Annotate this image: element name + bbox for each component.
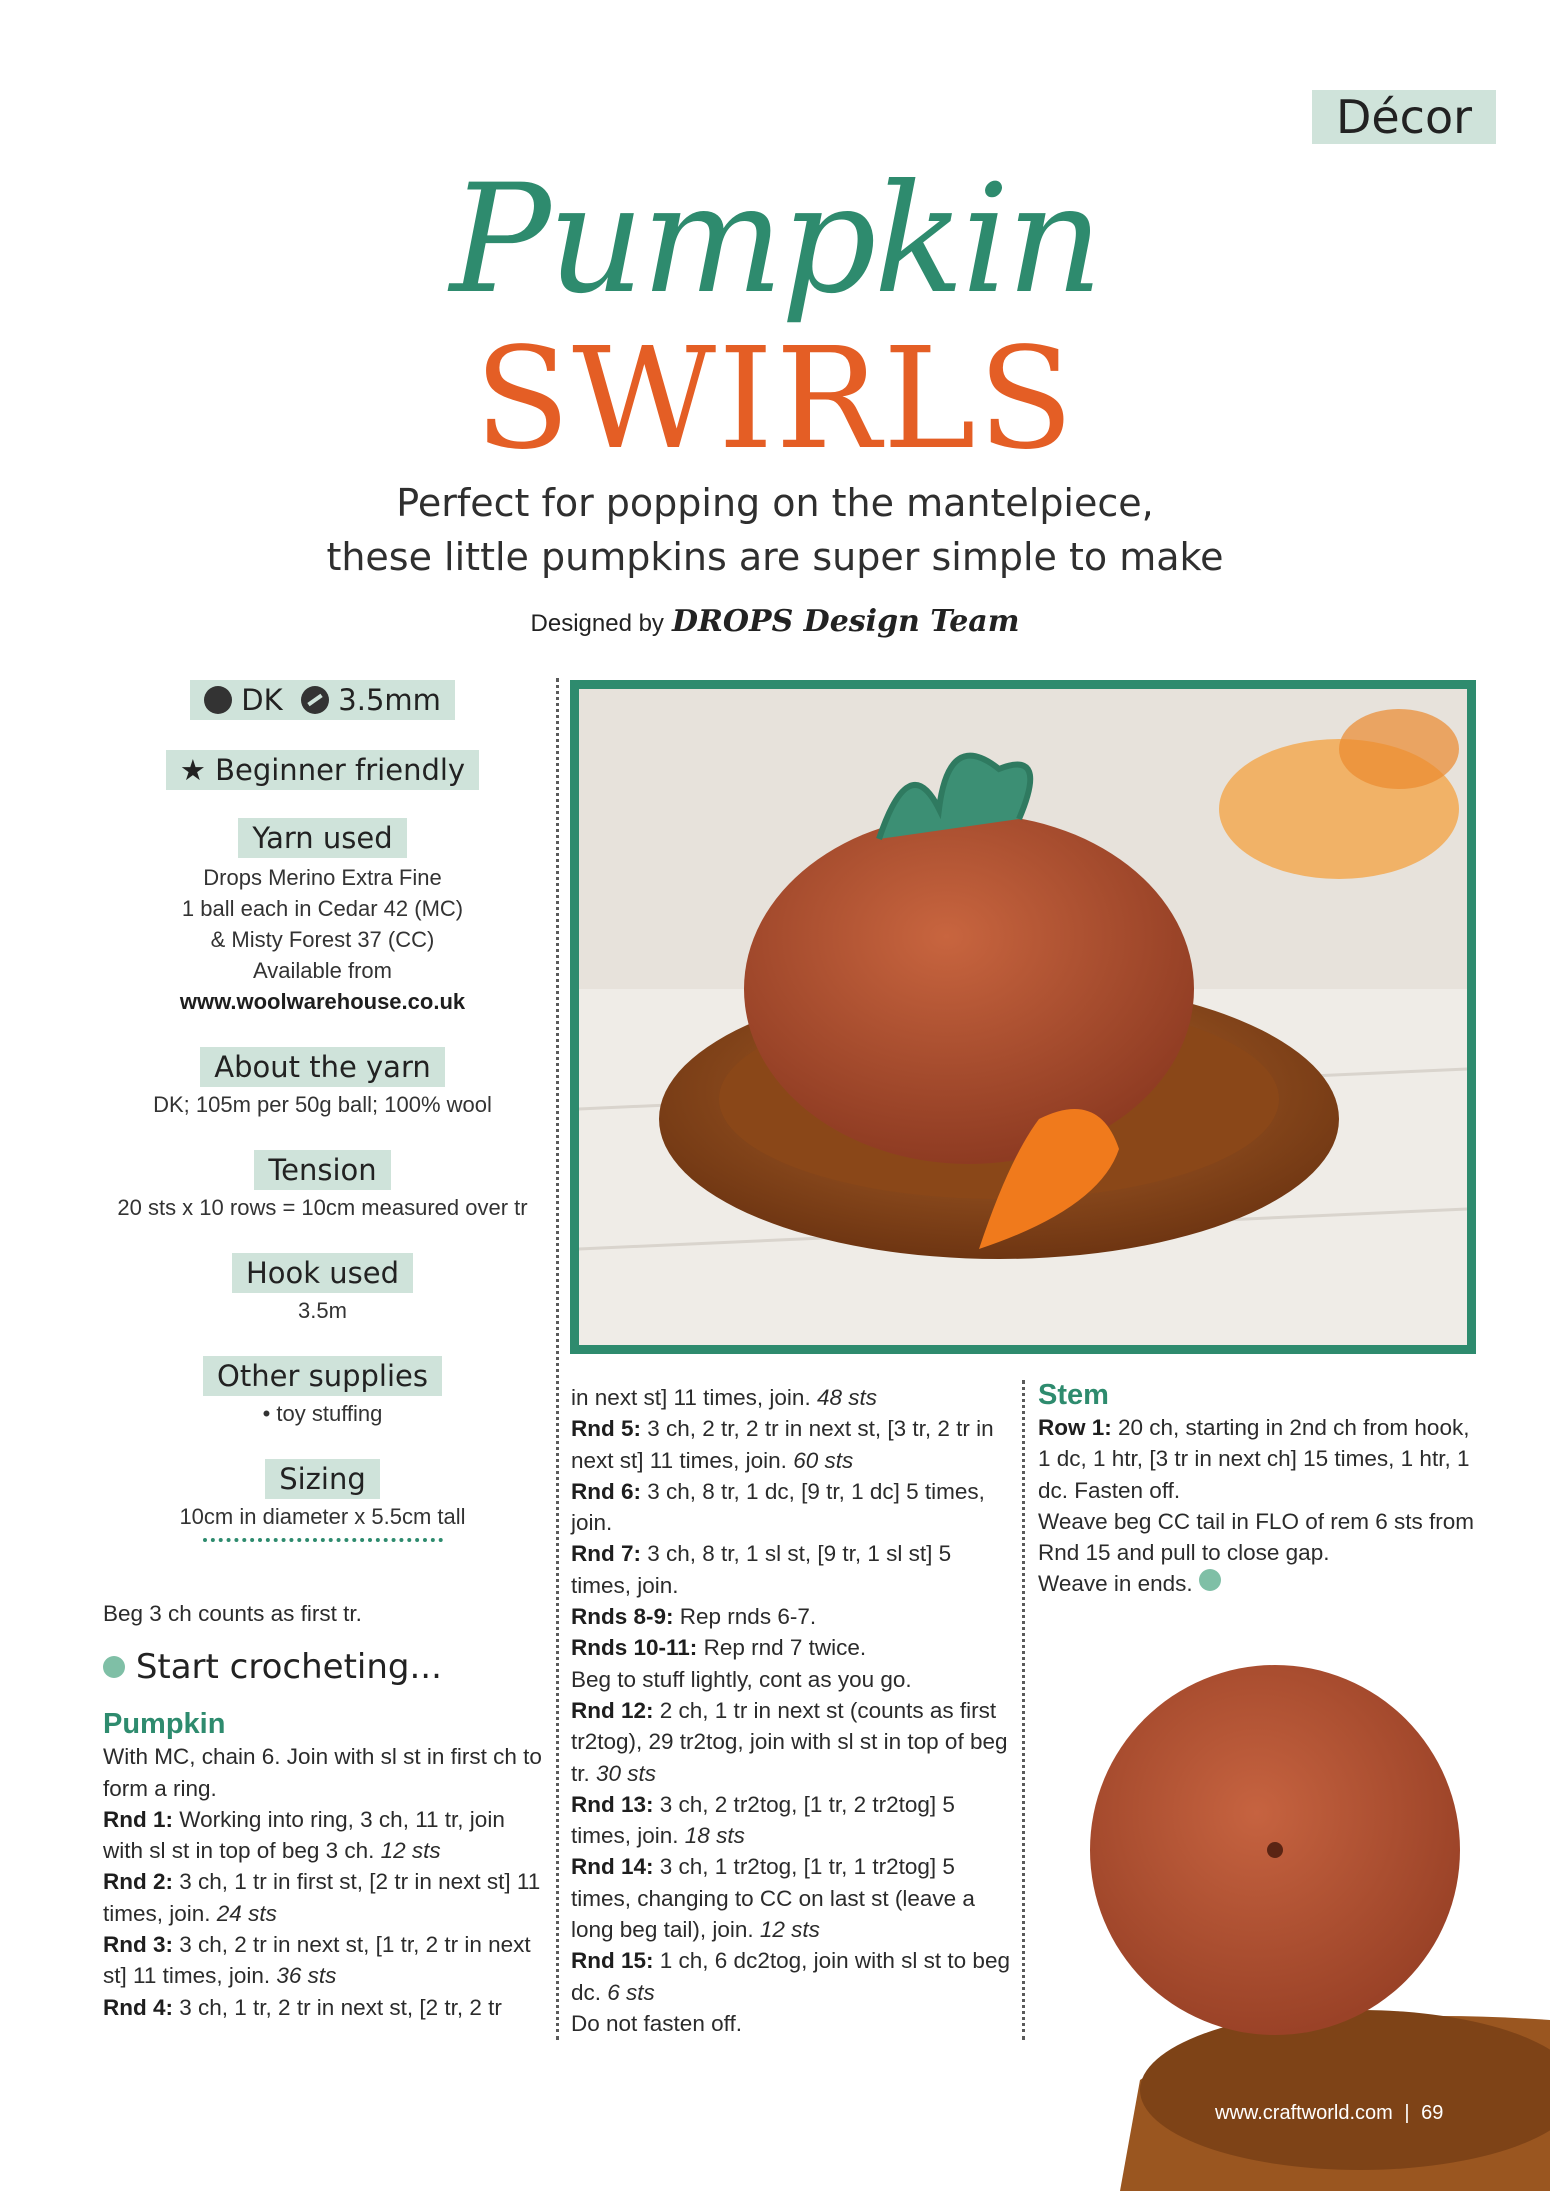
level-badge: ★ Beginner friendly	[166, 750, 479, 790]
other-supplies-text: • toy stuffing	[262, 1401, 383, 1426]
rnd-6: Rnd 6: 3 ch, 8 tr, 1 dc, [9 tr, 1 dc] 5 times, join.	[571, 1478, 985, 1536]
sizing-heading: Sizing	[265, 1459, 380, 1499]
rnd-10-11: Rnds 10-11: Rep rnd 7 twice.	[571, 1635, 867, 1661]
pumpkin-photo	[570, 680, 1476, 1354]
rnd-7: Rnd 7: 3 ch, 8 tr, 1 sl st, [9 tr, 1 sl st] 5 times, join.	[571, 1541, 952, 1598]
rnd-4-cont: in next st] 11 times, join. 48 sts	[571, 1385, 877, 1410]
yarn-ball-icon	[103, 1656, 125, 1678]
rnd-13: Rnd 13: 3 ch, 2 tr2tog, [1 tr, 2 tr2tog] 5 times, join. 18 sts	[571, 1791, 955, 1849]
end-note: Do not fasten off.	[571, 2010, 742, 2036]
divider-left	[556, 678, 559, 2040]
yarn-ball-icon	[1199, 1569, 1221, 1591]
start-heading: Start crocheting...	[103, 1647, 543, 1687]
intro: With MC, chain 6. Join with sl st in first ch to form a ring.	[103, 1744, 542, 1801]
tension-text: 20 sts x 10 rows = 10cm measured over tr	[117, 1195, 528, 1220]
yarn-used-text: Drops Merino Extra Fine 1 ball each in Cedar 42 (MC) & Misty Forest 37 (CC) Available from www.woolwarehouse.co.uk	[100, 862, 545, 1017]
other-supplies-heading: Other supplies	[203, 1356, 442, 1396]
rnd-8-9: Rnds 8-9: Rep rnds 6-7.	[571, 1604, 817, 1630]
pattern-col-1	[103, 1598, 543, 2023]
rnd-3: Rnd 3: 3 ch, 2 tr in next st, [1 tr, 2 tr in next st] 11 times, join. 36 sts	[103, 1932, 531, 1989]
footer: www.craftworld.com | 69	[1215, 2102, 1444, 2124]
about-yarn-heading: About the yarn	[200, 1047, 445, 1087]
tension-heading: Tension	[254, 1150, 390, 1190]
stem-row-1: Row 1: 20 ch, starting in 2nd ch from hook, 1 dc, 1 htr, [3 tr in next ch] 15 times, 1 htr, 1 dc. Fasten off.	[1038, 1415, 1470, 1503]
pattern-col-2	[571, 1382, 1011, 2039]
title-script: Pumpkin	[449, 153, 1101, 327]
pumpkin-photo-art	[579, 689, 1467, 1345]
yarn-ball-icon	[204, 686, 232, 714]
page-number: 69	[1421, 2102, 1444, 2124]
rnd-12: Rnd 12: 2 ch, 1 tr in next st (counts as first tr2tog), 29 tr2tog, join with sl st in top of beg tr. 30 sts	[571, 1697, 1008, 1786]
title-main: SWIRLS	[474, 318, 1076, 481]
rnd-5: Rnd 5: 3 ch, 2 tr, 2 tr in next st, [3 tr, 2 tr in next st] 11 times, join. 60 sts	[571, 1416, 994, 1473]
pattern-col-3	[1038, 1378, 1488, 1600]
hook-used-heading: Hook used	[232, 1253, 413, 1293]
designer-name: DROPS Design Team	[671, 604, 1020, 639]
note: Beg 3 ch counts as first tr.	[103, 1601, 362, 1626]
subtitle: Perfect for popping on the mantelpiece, these little pumpkins are super simple to make	[326, 481, 1224, 579]
section-tag: Décor	[1312, 90, 1496, 144]
star-icon: ★	[179, 753, 206, 787]
sizing-text: 10cm in diameter x 5.5cm tall	[179, 1504, 466, 1529]
stem-ends: Weave in ends.	[1038, 1568, 1488, 1599]
stem-heading: Stem	[1038, 1379, 1109, 1411]
stuff-note: Beg to stuff lightly, cont as you go.	[571, 1666, 912, 1692]
designer-credit: Designed by DROPS Design Team	[530, 604, 1020, 639]
divider-right	[1022, 1380, 1025, 2040]
yarn-used-heading: Yarn used	[238, 818, 406, 858]
hook-icon	[301, 686, 329, 714]
section-divider	[203, 1538, 443, 1542]
rnd-1: Rnd 1: Working into ring, 3 ch, 11 tr, join with sl st in top of beg 3 ch. 12 sts	[103, 1806, 505, 1864]
pumpkin-heading: Pumpkin	[103, 1708, 226, 1741]
rnd-4: Rnd 4: 3 ch, 1 tr, 2 tr in next st, [2 tr, 2 tr	[103, 1994, 502, 2020]
sidebar-info	[100, 676, 545, 1542]
footer-site[interactable]: www.craftworld.com	[1215, 2102, 1393, 2124]
rnd-15: Rnd 15: 1 ch, 6 dc2tog, join with sl st to beg dc. 6 sts	[571, 1948, 1010, 2005]
supplier-link[interactable]: www.woolwarehouse.co.uk	[179, 989, 466, 1014]
about-yarn-text: DK; 105m per 50g ball; 100% wool	[153, 1092, 492, 1117]
rnd-2: Rnd 2: 3 ch, 1 tr in first st, [2 tr in next st] 11 times, join. 24 sts	[103, 1869, 541, 1926]
hook-used-text: 3.5m	[298, 1298, 347, 1323]
stem-weave: Weave beg CC tail in FLO of rem 6 sts from Rnd 15 and pull to close gap.	[1038, 1508, 1474, 1566]
weight-hook-badge: DK 3.5mm	[190, 680, 455, 720]
rnd-14: Rnd 14: 3 ch, 1 tr2tog, [1 tr, 1 tr2tog] 5 times, changing to CC on last st (leave a long beg tail), join. 12 sts	[571, 1854, 975, 1943]
